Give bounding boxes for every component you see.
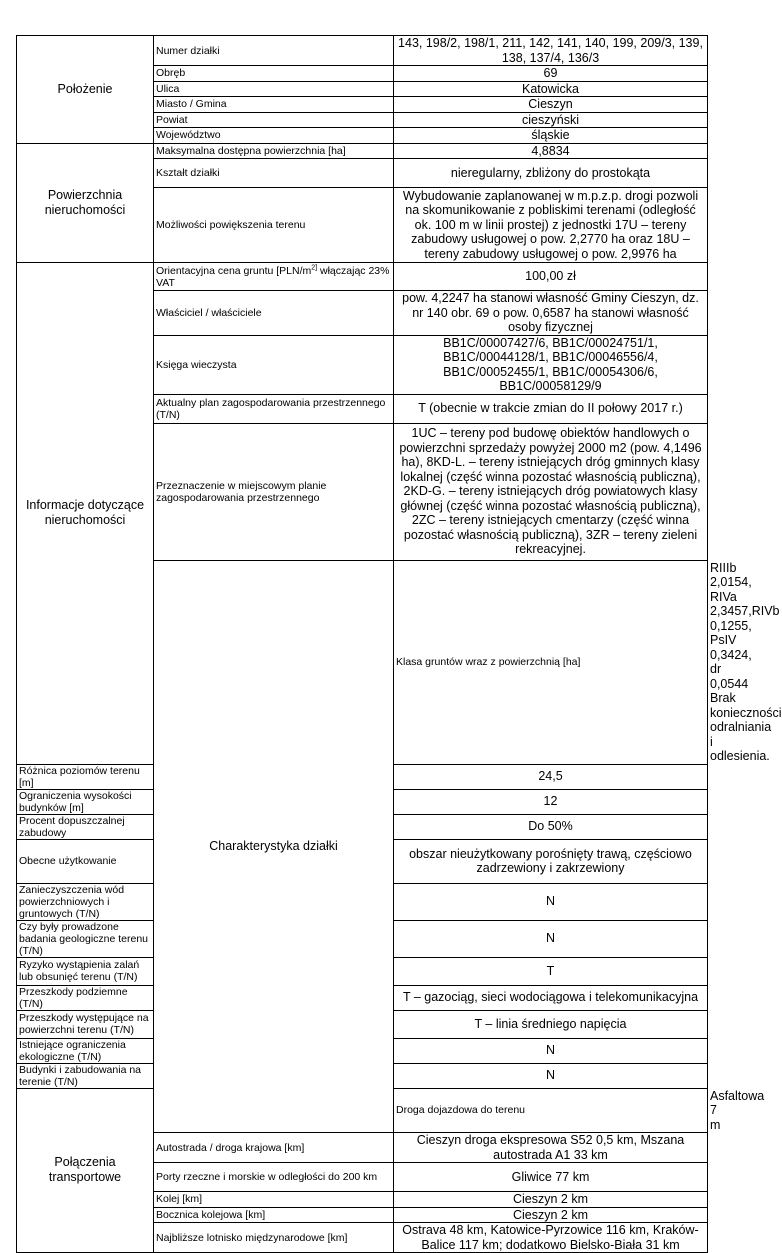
label-mozliwosci: Możliwości powiększenia terenu [154, 188, 394, 263]
value-ksztalt: nieregularny, zbliżony do prostokąta [394, 159, 708, 188]
value-wojewodztwo: śląskie [394, 128, 708, 144]
value-powiat: cieszyński [394, 112, 708, 128]
label-wlasciciel: Właściciel / właściciele [154, 291, 394, 336]
value-autostrada: Cieszyn droga ekspresowa S52 0,5 km, Mszana autostrada A1 33 km [394, 1133, 708, 1163]
value-przeszkody-pod: T – gazociąg, sieci wodociągowa i telekomunikacyjna [394, 985, 708, 1010]
label-ksiega: Księga wieczysta [154, 335, 394, 394]
value-wlasciciel: pow. 4,2247 ha stanowi własność Gminy Cieszyn, dz. nr 140 obr. 69 o pow. 0,6587 ha stanowi własność osoby fizycznej [394, 291, 708, 336]
label-procent: Procent dopuszczalnej zabudowy [17, 814, 154, 839]
label-powiat: Powiat [154, 112, 394, 128]
section-powierzchnia: Powierzchnia nieruchomości [17, 143, 154, 263]
label-wojewodztwo: Województwo [154, 128, 394, 144]
section-polozenie: Położenie [17, 36, 154, 144]
label-obecne: Obecne użytkowanie [17, 839, 154, 883]
value-plan: T (obecnie w trakcie zmian do II połowy 2017 r.) [394, 394, 708, 423]
label-zanieczyszczenia: Zanieczyszczenia wód powierzchniowych i gruntowych (T/N) [17, 883, 154, 920]
value-przeznaczenie: 1UC – tereny pod budowę obiektów handlowych o powierzchni sprzedaży powyżej 2000 m2 (pow. 4,1496 ha), 8KD-L. – tereny istniejących dróg gminnych klasy lokalnej (część winna pozostać własnością publiczną), 2KD-G. – tereny istniejących dróg powiatowych klasy głównej (część winna pozostać własnością publiczną), 2ZC – tereny istniejących cmentarzy (część winna pozostać własnością publiczną), 3ZR – tereny zieleni rekreacyjnej. [394, 423, 708, 560]
label-klasa: Klasa gruntów wraz z powierzchnią [ha] [394, 560, 708, 764]
label-cena-text: Orientacyjna cena gruntu [PLN/m [156, 264, 312, 277]
value-mozliwosci: Wybudowanie zaplanowanej w m.p.z.p. drogi pozwoli na skomunikowanie z pobliskimi terenami (odległość ok. 100 m w linii prostej) z jednostki 17U – tereny zabudowy usługowej o pow. 2,2770 ha oraz 18U – tereny zabudowy usługowej o pow. 2,9976 ha [394, 188, 708, 263]
property-info-table: Położenie Numer działki 143, 198/2, 198/1, 211, 142, 141, 140, 199, 209/3, 139, 138, 137/4, 136/3 Obręb 69 Ulica Katowicka Miasto / Gmina Cieszyn Powiat cieszyński Województwo śląskie Powierzchnia nieruchomości Maksymalna dostępna powierzchnia [ha] 4,8834 Kształt działki nieregularny, zbliżony do prostokąta Możliwości powiększenia terenu Wybudowanie zaplanowanej w m.p.z.p. drogi pozwoli na skomunikowanie z pobliskimi terenami (odległość ok. 100 m w linii prostej) z jednostki 17U – tereny zabudowy usługowej o pow. 2,2770 ha oraz 18U – tereny zabudowy usługowej o pow. 2,9976 ha Informacje dotyczące nieruchomości Orientacyjna cena gruntu [$PLN/m^{2]}$ włączając 23% VAT 100,00 zł Właściciel / właściciele pow. 4,2247 ha stanowi własność Gminy Cieszyn, dz. nr 140 obr. 69 o pow. 0,6587 ha stanowi własność osoby fizycznej Księga wieczysta BB1C/00007427/6, BB1C/00024751/1, BB1C/00044128/1, BB1C/00046556/4, BB1C/00052455/1, BB1C/00054306/6, BB1C/00058129/9 Aktualny plan zagospodarowania przestrzennego (T/N) T (obecnie w trakcie zmian do II połowy 2017 r.) Przeznaczenie w miejscowym planie zagospodarowania przestrzennego 1UC – tereny pod budowę obiektów handlowych o powierzchni sprzedaży powyżej 2000 m2 (pow. 4,1496 ha), 8KD-L. – tereny istniejących dróg gminnych klasy lokalnej (część winna pozostać własnością publiczną), 2KD-G. – tereny istniejących dróg powiatowych klasy głównej (część winna pozostać własnością publiczną), 2ZC – tereny istniejących cmentarzy (część winna pozostać własnością publiczną), 3ZR – tereny zieleni rekreacyjnej. Charakterystyka działki Klasa gruntów wraz z powierzchnią [ha] RIIIb 2,0154, RIVa 2,3457,RIVb 0,1255, PsIV 0,3424, dr 0,0544 Brak konieczności odralniania i odlesienia. Różnica poziomów terenu [m] 24,5 Ograniczenia wysokości budynków [m] 12 Procent dopuszczalnej zabudowy Do 50% Obecne użytkowanie obszar nieużytkowany porośnięty trawą, częściowo zadrzewiony i zakrzewiony Zanieczyszczenia wód powierzchniowych i gruntowych (T/N) N Czy były prowadzone badania geologiczne terenu (T/N) N Ryzyko wystąpienia zalań lub obsunięć terenu (T/N) T Przeszkody podziemne (T/N) T – gazociąg, sieci wodociągowa i telekomunikacyjna Przeszkody występujące na powierzchni terenu (T/N) T – linia średniego napięcia Istniejące ograniczenia ekologiczne (T/N) N Budynki i zabudowania na terenie (T/N) N Połączenia transportowe Droga dojazdowa do terenu Asfaltowa 7 m Autostrada / droga krajowa [km] Cieszyn droga ekspresowa S52 0,5 km, Mszana autostrada A1 33 km Porty rzeczne i morskie w odległości do 200 km Gliwice 77 km Kolej [km] Cieszyn 2 km Bocznica kolejowa [km] Cieszyn 2 km Najbliższe lotnisko międzynarodowe [km] Ostrava 48 km, Katowice-Pyrzowice 116 km, Kraków-Balice 117 km; dodatkowo Bielsko-Biała 31 km [16, 35, 708, 1253]
section-polaczenia: Połączenia transportowe [17, 1088, 154, 1253]
label-ulica: Ulica [154, 81, 394, 97]
value-numer-dzialki: 143, 198/2, 198/1, 211, 142, 141, 140, 199, 209/3, 139, 138, 137/4, 136/3 [394, 36, 708, 66]
label-roznica: Różnica poziomów terenu [m] [17, 764, 154, 789]
value-obreb: 69 [394, 66, 708, 82]
label-porty: Porty rzeczne i morskie w odległości do 200 km [154, 1163, 394, 1192]
label-cena [154, 263, 394, 291]
label-kolej: Kolej [km] [154, 1192, 394, 1208]
label-przeszkody-pow: Przeszkody występujące na powierzchni terenu (T/N) [17, 1010, 154, 1038]
label-cena-sup: 2] [311, 264, 318, 271]
label-plan: Aktualny plan zagospodarowania przestrzennego (T/N) [154, 394, 394, 423]
label-autostrada: Autostrada / droga krajowa [km] [154, 1133, 394, 1163]
value-procent: Do 50% [394, 814, 708, 839]
label-ograniczenia-wys: Ograniczenia wysokości budynków [m] [17, 789, 154, 814]
label-obreb: Obręb [154, 66, 394, 82]
label-lotnisko: Najbliższe lotnisko międzynarodowe [km] [154, 1223, 394, 1253]
label-cena-text-end: włączając 23% VAT [156, 264, 390, 289]
value-przeszkody-pow: T – linia średniego napięcia [394, 1010, 708, 1038]
value-ryzyko: T [394, 957, 708, 985]
label-przeznaczenie: Przeznaczenie w miejscowym planie zagospodarowania przestrzennego [154, 423, 394, 560]
label-ekologiczne: Istniejące ograniczenia ekologiczne (T/N) [17, 1038, 154, 1063]
value-obecne: obszar nieużytkowany porośnięty trawą, częściowo zadrzewiony i zakrzewiony [394, 839, 708, 883]
value-ograniczenia-wys: 12 [394, 789, 708, 814]
value-miasto: Cieszyn [394, 97, 708, 113]
label-ksztalt: Kształt działki [154, 159, 394, 188]
value-ulica: Katowicka [394, 81, 708, 97]
value-cena: 100,00 zł [394, 263, 708, 291]
label-bocznica: Bocznica kolejowa [km] [154, 1207, 394, 1223]
label-przeszkody-pod: Przeszkody podziemne (T/N) [17, 985, 154, 1010]
section-charakterystyka: Charakterystyka działki [154, 560, 394, 1133]
value-kolej: Cieszyn 2 km [394, 1192, 708, 1208]
value-roznica: 24,5 [394, 764, 708, 789]
value-ekologiczne: N [394, 1038, 708, 1063]
value-badania: N [394, 920, 708, 957]
section-informacje: Informacje dotyczące nieruchomości [17, 263, 154, 765]
label-budynki: Budynki i zabudowania na terenie (T/N) [17, 1063, 154, 1088]
value-budynki: N [394, 1063, 708, 1088]
value-lotnisko: Ostrava 48 km, Katowice-Pyrzowice 116 km, Kraków-Balice 117 km; dodatkowo Bielsko-Biała 31 km [394, 1223, 708, 1253]
value-zanieczyszczenia: N [394, 883, 708, 920]
label-badania: Czy były prowadzone badania geologiczne terenu (T/N) [17, 920, 154, 957]
label-numer-dzialki: Numer działki [154, 36, 394, 66]
label-ryzyko: Ryzyko wystąpienia zalań lub obsunięć terenu (T/N) [17, 957, 154, 985]
label-miasto: Miasto / Gmina [154, 97, 394, 113]
label-max-powierzchnia: Maksymalna dostępna powierzchnia [ha] [154, 143, 394, 159]
value-bocznica: Cieszyn 2 km [394, 1207, 708, 1223]
value-ksiega: BB1C/00007427/6, BB1C/00024751/1, BB1C/00044128/1, BB1C/00046556/4, BB1C/00052455/1, BB1C/00054306/6, BB1C/00058129/9 [394, 335, 708, 394]
value-porty: Gliwice 77 km [394, 1163, 708, 1192]
label-droga: Droga dojazdowa do terenu [394, 1088, 708, 1133]
value-max-powierzchnia: 4,8834 [394, 143, 708, 159]
